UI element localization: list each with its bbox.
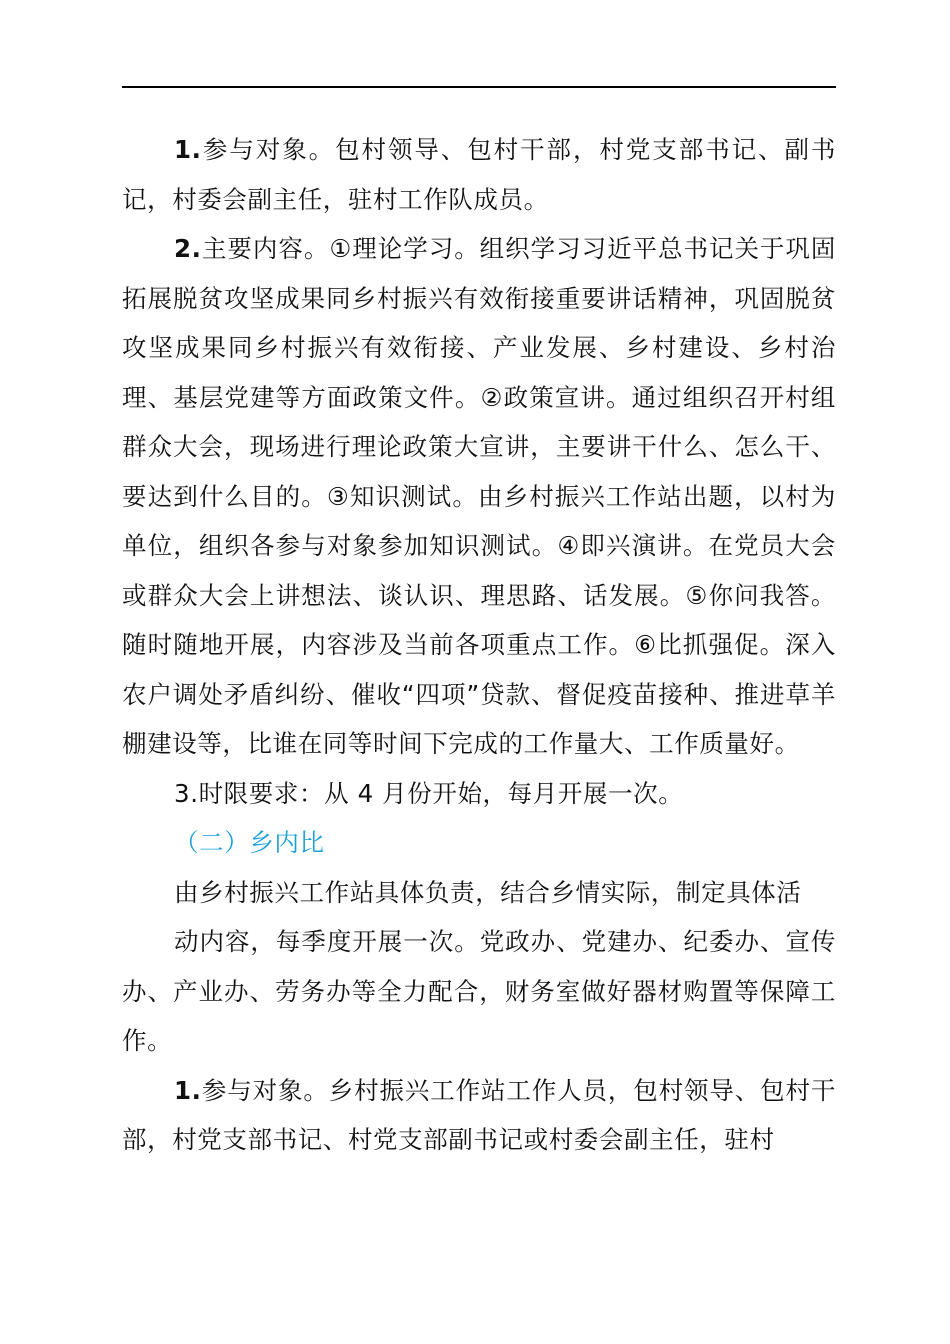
document-body — [122, 125, 836, 1165]
item-number: 2. — [174, 234, 202, 263]
paragraph-text: 由乡村振兴工作站具体负责，结合乡情实际，制定具体活 — [174, 877, 802, 907]
item-number: 1. — [174, 1075, 202, 1105]
paragraph-township-continued — [122, 917, 836, 1066]
item-number: 1. — [174, 135, 202, 164]
paragraph-text: 参与对象。包村领导、包村干部，村党支部书记、副书记，村委会副主任，驻村工作队成员。 — [122, 135, 836, 214]
section-heading-text: （二）乡内比 — [174, 828, 325, 857]
paragraph-participants-2 — [122, 1066, 836, 1165]
paragraph-text: 3.时限要求：从 4 月份开始，每月开展一次。 — [174, 778, 684, 808]
paragraph-text: 主要内容。①理论学习。组织学习习近平总书记关于巩固拓展脱贫攻坚成果同乡村振兴有效衔接重要讲话精神，巩固脱贫攻坚成果同乡村振兴有效衔接、产业发展、乡村建设、乡村治理、基层党建等方面政策文件。②政策宣讲。通过组织召开村组群众大会，现场进行理论政策大宣讲，主要讲干什么、怎么干、要达到什么目的。③知识测试。由乡村振兴工作站出题，以村为单位，组织各参与对象参加知识测试。④即兴演讲。在党员大会或群众大会上讲想法、谈认识、理思路、话发展。⑤你问我答。随时随地开展，内容涉及当前各项重点工作。⑥比抓强促。深入农户调处矛盾纠纷、催收“四项”贷款、督促疫苗接种、推进草羊棚建设等，比谁在同等时间下完成的工作量大、工作质量好。 — [122, 234, 836, 758]
paragraph-text: 参与对象。乡村振兴工作站工作人员，包村领导、包村干部，村党支部书记、村党支部副书记或村委会副主任，驻村 — [122, 1075, 836, 1154]
paragraph-participants — [122, 125, 836, 224]
paragraph-main-content — [122, 224, 836, 769]
paragraph-township-line1 — [122, 868, 836, 918]
paragraph-time-requirement — [122, 769, 836, 819]
header-rule — [122, 86, 836, 88]
section-heading — [122, 818, 836, 868]
paragraph-text: 动内容，每季度开展一次。党政办、党建办、纪委办、宣传办、产业办、劳务办等全力配合，财务室做好器材购置等保障工作。 — [122, 927, 836, 1055]
